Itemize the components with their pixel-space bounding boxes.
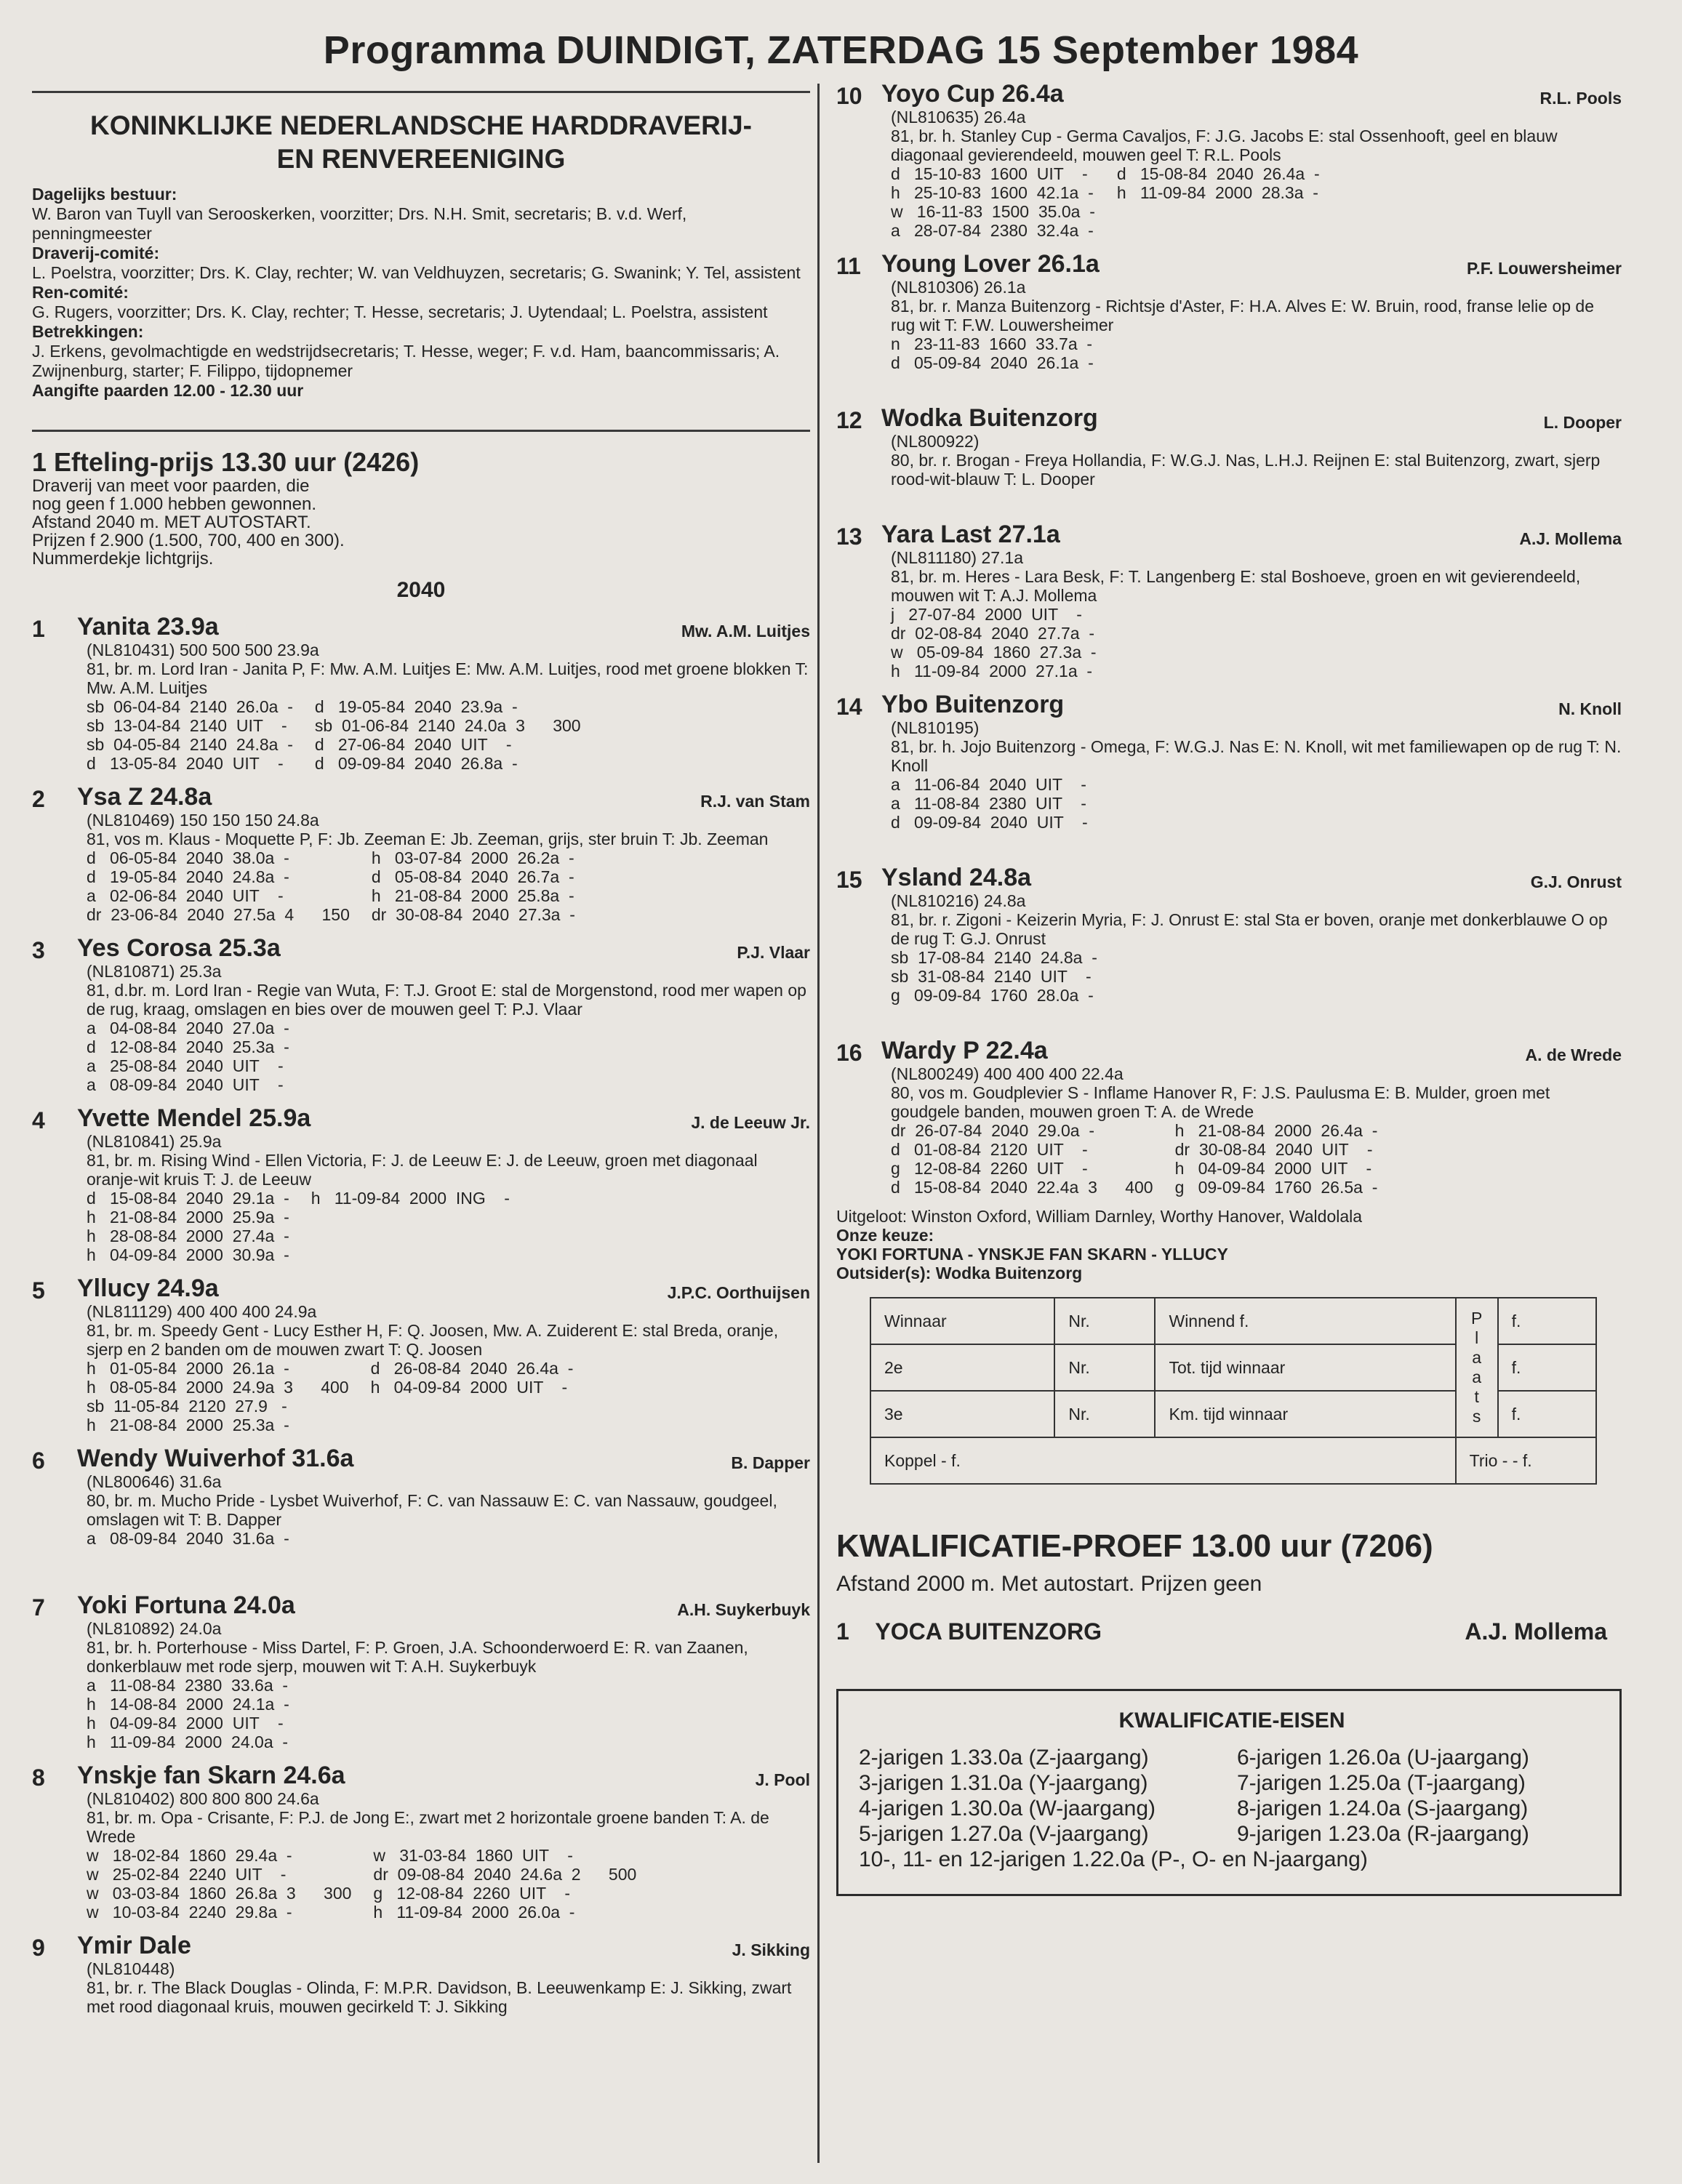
result-line: h 04-09-84 2000 UIT - bbox=[87, 1714, 284, 1733]
horse-description: 81, br. h. Stanley Cup - Germa Cavaljos, F: J.G. Jacobs E: stal Ossenhooft, geel en blauw diagonaal gevierendeeld, mouwen geel T: R.L. Pools bbox=[891, 127, 1558, 164]
race-condition-line: Prijzen f 2.900 (1.500, 700, 400 en 300). bbox=[32, 531, 345, 550]
result-line: sb 13-04-84 2140 UIT - bbox=[87, 716, 287, 735]
results-column bbox=[87, 1529, 289, 1548]
horse-registration: (NL810635) 26.4a bbox=[891, 108, 1026, 127]
result-line: w 25-02-84 2240 UIT - bbox=[87, 1865, 287, 1884]
kwalificatie-entry bbox=[836, 1618, 1622, 1645]
horse-driver: B. Dapper bbox=[731, 1453, 810, 1472]
result-line: sb 06-04-84 2140 26.0a - bbox=[87, 697, 293, 716]
column-divider bbox=[817, 84, 820, 2163]
horse-entry bbox=[836, 864, 1622, 1005]
race-heading: 1 Efteling-prijs 13.30 uur (2426) bbox=[32, 447, 420, 477]
result-line: w 18-02-84 1860 29.4a - bbox=[87, 1846, 292, 1865]
results-column bbox=[891, 334, 1094, 372]
section-text: W. Baron van Tuyll van Serooskerken, voorzitter; Drs. N.H. Smit, secretaris; B. v.d. Werf, penningmeester bbox=[32, 204, 687, 243]
horse-details bbox=[836, 718, 1622, 832]
eisen-last: 10-, 11- en 12-jarigen 1.22.0a (P-, O- en N-jaargang) bbox=[859, 1847, 1368, 1871]
horse-entry bbox=[32, 1104, 810, 1264]
horse-name: Wendy Wuiverhof 31.6a bbox=[77, 1445, 354, 1472]
horse-results bbox=[87, 848, 810, 924]
horse-details bbox=[836, 1064, 1622, 1197]
form-f1: f. bbox=[1498, 1298, 1596, 1344]
horse-driver: A. de Wrede bbox=[1525, 1045, 1622, 1064]
horse-list-left bbox=[32, 613, 810, 2016]
result-line: a 11-08-84 2380 33.6a - bbox=[87, 1676, 289, 1695]
result-line: g 12-08-84 2260 UIT - bbox=[373, 1884, 571, 1903]
horse-registration: (NL800249) 400 400 400 22.4a bbox=[891, 1064, 1124, 1083]
horse-name: Ysa Z 24.8a bbox=[77, 783, 212, 811]
horse-registration: (NL810841) 25.9a bbox=[87, 1132, 222, 1151]
horse-name: Yara Last 27.1a bbox=[881, 521, 1060, 548]
horse-registration: (NL800646) 31.6a bbox=[87, 1472, 222, 1491]
horse-details bbox=[32, 962, 810, 1094]
horse-details bbox=[836, 548, 1622, 681]
horse-details bbox=[32, 811, 810, 924]
result-line: d 15-08-84 2040 26.4a - bbox=[1116, 164, 1320, 183]
eisen-right: 9-jarigen 1.23.0a (R-jaargang) bbox=[1237, 1822, 1529, 1846]
horse-entry bbox=[836, 1037, 1622, 1197]
horse-number: 1 bbox=[32, 616, 45, 642]
horse-number: 15 bbox=[836, 867, 862, 893]
horse-description: 80, br. r. Brogan - Freya Hollandia, F: W.G.J. Nas, L.H.J. Reijnen E: stal Buitenzorg, zwart, sjerp rood-wit-blauw T: L. Dooper bbox=[891, 451, 1601, 489]
horse-number: 4 bbox=[32, 1107, 45, 1133]
horse-results bbox=[87, 1359, 810, 1434]
result-line: d 12-08-84 2040 25.3a - bbox=[87, 1037, 289, 1056]
horse-list-right bbox=[836, 80, 1622, 1197]
horse-details bbox=[32, 1959, 810, 2016]
result-line: dr 02-08-84 2040 27.7a - bbox=[891, 624, 1095, 643]
result-line: h 25-10-83 1600 42.1a - bbox=[891, 183, 1094, 202]
result-line: dr 09-08-84 2040 24.6a 2 500 bbox=[373, 1865, 637, 1884]
horse-driver: P.J. Vlaar bbox=[737, 943, 810, 962]
result-line: dr 30-08-84 2040 UIT - bbox=[1174, 1140, 1373, 1159]
result-line: a 25-08-84 2040 UIT - bbox=[87, 1056, 284, 1075]
eisen-left: 4-jarigen 1.30.0a (W-jaargang) bbox=[859, 1796, 1156, 1820]
horse-description: 81, br. r. Manza Buitenzorg - Richtsje d'Aster, F: H.A. Alves E: W. Bruin, rood, franse lelie op de rug wit T: F.W. Louwersheimer bbox=[891, 297, 1594, 334]
result-line: d 05-09-84 2040 26.1a - bbox=[891, 353, 1094, 372]
result-line: g 09-09-84 1760 28.0a - bbox=[891, 986, 1094, 1005]
result-line: w 10-03-84 2240 29.8a - bbox=[87, 1903, 292, 1922]
horse-number: 11 bbox=[836, 253, 861, 279]
horse-registration: (NL810216) 24.8a bbox=[891, 891, 1026, 910]
horse-description: 80, br. m. Mucho Pride - Lysbet Wuiverhof, F: C. van Nassauw E: C. van Nassauw, goudgeel, omslagen wit T: B. Dapper bbox=[87, 1491, 777, 1529]
horse-registration: (NL810431) 500 500 500 23.9a bbox=[87, 641, 319, 659]
horse-registration: (NL810448) bbox=[87, 1959, 175, 1978]
results-column bbox=[891, 1121, 1153, 1197]
result-line: dr 30-08-84 2040 27.3a - bbox=[371, 905, 575, 924]
horse-driver: R.J. van Stam bbox=[700, 792, 810, 811]
aangifte: Aangifte paarden 12.00 - 12.30 uur bbox=[32, 381, 304, 400]
section-rule bbox=[32, 430, 810, 432]
horse-driver: G.J. Onrust bbox=[1530, 872, 1622, 891]
horse-results bbox=[87, 1676, 810, 1751]
results-column bbox=[371, 1359, 574, 1434]
result-line: h 21-08-84 2000 25.9a - bbox=[87, 1208, 289, 1227]
horse-driver: J. Sikking bbox=[732, 1940, 810, 1959]
horse-number: 7 bbox=[32, 1594, 45, 1621]
horse-description: 81, br. h. Jojo Buitenzorg - Omega, F: W.G.J. Nas E: N. Knoll, wit met familiewapen op de rug T: N. Knoll bbox=[891, 737, 1622, 775]
section-heading: Betrekkingen: bbox=[32, 322, 144, 341]
horse-details bbox=[32, 1472, 810, 1548]
result-line: n 23-11-83 1660 33.7a - bbox=[891, 334, 1093, 353]
result-line: h 21-08-84 2000 26.4a - bbox=[1174, 1121, 1378, 1140]
result-line: d 09-09-84 2040 UIT - bbox=[891, 813, 1088, 832]
horse-entry bbox=[32, 1274, 810, 1434]
horse-results bbox=[891, 775, 1622, 832]
results-column bbox=[87, 1359, 349, 1434]
results-column bbox=[87, 848, 350, 924]
results-column bbox=[373, 1846, 636, 1922]
race-condition-line: Draverij van meet voor paarden, die bbox=[32, 476, 310, 496]
race-condition-line: nog geen f 1.000 hebben gewonnen. bbox=[32, 494, 317, 514]
horse-driver: R.L. Pools bbox=[1539, 89, 1622, 108]
horse-number: 9 bbox=[32, 1935, 45, 1961]
horse-entry bbox=[32, 1762, 810, 1922]
form-tot-tijd: Tot. tijd winnaar bbox=[1155, 1344, 1455, 1391]
section-heading: Ren-comité: bbox=[32, 283, 129, 302]
horse-entry bbox=[32, 613, 810, 773]
keuze: YOKI FORTUNA - YNSKJE FAN SKARN - YLLUCY bbox=[836, 1245, 1228, 1264]
results-column bbox=[891, 605, 1097, 681]
horse-description: 80, vos m. Goudplevier S - Inflame Hanover R, F: J.S. Paulusma E: B. Mulder, groen met goudgele banden, mouwen groen T: A. de Wrede bbox=[891, 1083, 1550, 1121]
horse-results bbox=[87, 1189, 810, 1264]
results-column bbox=[1175, 1121, 1378, 1197]
horse-description: 81, br. m. Opa - Crisante, F: P.J. de Jong E:, zwart met 2 horizontale groene banden T: A. de Wrede bbox=[87, 1808, 769, 1846]
form-f3: f. bbox=[1498, 1391, 1596, 1437]
form-nr2: Nr. bbox=[1054, 1344, 1155, 1391]
section-text: G. Rugers, voorzitter; Drs. K. Clay, rechter; T. Hesse, secretaris; J. Uytendaal; L. Poelstra, assistent bbox=[32, 302, 768, 321]
results-column bbox=[891, 164, 1095, 240]
results-column bbox=[87, 1019, 289, 1094]
horse-entry bbox=[836, 691, 1622, 832]
horse-name: Ynskje fan Skarn 24.6a bbox=[77, 1762, 345, 1789]
right-column bbox=[836, 80, 1622, 1896]
horse-results bbox=[87, 1019, 810, 1094]
horse-name: Yes Corosa 25.3a bbox=[77, 934, 281, 962]
result-line: g 09-09-84 1760 26.5a - bbox=[1174, 1178, 1378, 1197]
horse-name: Wodka Buitenzorg bbox=[881, 404, 1098, 432]
horse-number: 16 bbox=[836, 1040, 862, 1066]
horse-name: Wardy P 22.4a bbox=[881, 1037, 1048, 1064]
horse-entry bbox=[32, 934, 810, 1094]
horse-registration: (NL810469) 150 150 150 24.8a bbox=[87, 811, 319, 830]
horse-results bbox=[87, 697, 810, 773]
horse-entry bbox=[836, 250, 1622, 372]
eisen-left: 5-jarigen 1.27.0a (V-jaargang) bbox=[859, 1822, 1149, 1846]
horse-number: 10 bbox=[836, 83, 862, 109]
result-line: h 01-05-84 2000 26.1a - bbox=[87, 1359, 289, 1378]
horse-number: 8 bbox=[32, 1765, 45, 1791]
result-line: w 31-03-84 1860 UIT - bbox=[373, 1846, 573, 1865]
horse-driver: A.H. Suykerbuyk bbox=[677, 1600, 810, 1619]
horse-name: Yanita 23.9a bbox=[77, 613, 219, 641]
horse-driver: J.P.C. Oorthuijsen bbox=[667, 1283, 810, 1302]
horse-description: 81, br. m. Lord Iran - Janita P, F: Mw. A.M. Luitjes E: Mw. A.M. Luitjes, rood met groene blokken T: Mw. A.M. Luitjes bbox=[87, 659, 809, 697]
entry-num: 1 bbox=[836, 1618, 849, 1645]
results-column bbox=[1117, 164, 1320, 240]
picks bbox=[836, 1207, 1622, 1282]
horse-results bbox=[87, 1529, 810, 1548]
horse-number: 2 bbox=[32, 786, 45, 812]
result-line: h 03-07-84 2000 26.2a - bbox=[371, 848, 574, 867]
result-line: a 11-06-84 2040 UIT - bbox=[891, 775, 1086, 794]
association-sections bbox=[32, 185, 810, 381]
results-column bbox=[891, 775, 1088, 832]
horse-driver: Mw. A.M. Luitjes bbox=[681, 622, 810, 641]
horse-registration: (NL810402) 800 800 800 24.6a bbox=[87, 1789, 319, 1808]
form-derde: 3e bbox=[870, 1391, 1054, 1437]
result-line: a 08-09-84 2040 UIT - bbox=[87, 1075, 284, 1094]
result-line: d 27-06-84 2040 UIT - bbox=[314, 735, 512, 754]
results-column bbox=[87, 1846, 351, 1922]
result-line: d 13-05-84 2040 UIT - bbox=[87, 754, 284, 773]
result-form bbox=[870, 1297, 1597, 1485]
result-line: h 11-09-84 2000 26.0a - bbox=[373, 1903, 575, 1922]
horse-number: 12 bbox=[836, 407, 862, 433]
form-nr: Nr. bbox=[1054, 1298, 1155, 1344]
outsider: Outsider(s): Wodka Buitenzorg bbox=[836, 1264, 1083, 1282]
horse-driver: L. Dooper bbox=[1543, 413, 1622, 432]
horse-name: Yllucy 24.9a bbox=[77, 1274, 219, 1302]
eisen-left: 2-jarigen 1.33.0a (Z-jaargang) bbox=[859, 1746, 1149, 1770]
horse-description: 81, vos m. Klaus - Moquette P, F: Jb. Zeeman E: Jb. Zeeman, grijs, ster bruin T: Jb. Zeeman bbox=[87, 830, 769, 848]
horse-registration: (NL810195) bbox=[891, 718, 980, 737]
entry-driver: A.J. Mollema bbox=[1465, 1618, 1607, 1645]
result-line: h 21-08-84 2000 25.3a - bbox=[87, 1416, 289, 1434]
result-line: d 15-10-83 1600 UIT - bbox=[891, 164, 1088, 183]
form-winnaar: Winnaar bbox=[870, 1298, 1054, 1344]
horse-details bbox=[836, 278, 1622, 372]
results-column bbox=[372, 848, 575, 924]
result-line: w 16-11-83 1500 35.0a - bbox=[891, 202, 1095, 221]
horse-results bbox=[891, 334, 1622, 372]
eisen-right: 7-jarigen 1.25.0a (T-jaargang) bbox=[1237, 1771, 1526, 1795]
horse-entry bbox=[836, 521, 1622, 681]
results-column bbox=[311, 1189, 510, 1264]
result-line: a 08-09-84 2040 31.6a - bbox=[87, 1529, 289, 1548]
horse-registration: (NL800922) bbox=[891, 432, 980, 451]
result-line: h 28-08-84 2000 27.4a - bbox=[87, 1227, 289, 1245]
horse-registration: (NL810871) 25.3a bbox=[87, 962, 222, 981]
horse-description: 81, br. r. The Black Douglas - Olinda, F: M.P.R. Davidson, B. Leeuwenkamp E: J. Sikking, zwart met rood diagonaal kruis, mouwen gecirkeld T: J. Sikking bbox=[87, 1978, 792, 2016]
horse-number: 3 bbox=[32, 937, 45, 963]
horse-number: 6 bbox=[32, 1448, 45, 1474]
result-line: d 06-05-84 2040 38.0a - bbox=[87, 848, 289, 867]
horse-registration: (NL810306) 26.1a bbox=[891, 278, 1026, 297]
horse-details bbox=[836, 891, 1622, 1005]
result-line: j 27-07-84 2000 UIT - bbox=[891, 605, 1082, 624]
horse-entry bbox=[32, 1591, 810, 1751]
left-column bbox=[32, 91, 810, 2016]
form-trio: Trio - - f. bbox=[1456, 1437, 1596, 1484]
horse-driver: P.F. Louwersheimer bbox=[1466, 259, 1622, 278]
horse-driver: J. Pool bbox=[755, 1770, 810, 1789]
horse-number: 14 bbox=[836, 694, 862, 720]
race-conditions bbox=[32, 477, 439, 568]
form-nr3: Nr. bbox=[1054, 1391, 1155, 1437]
result-line: sb 11-05-84 2120 27.9 - bbox=[87, 1397, 287, 1416]
horse-name: Young Lover 26.1a bbox=[881, 250, 1100, 278]
horse-entry bbox=[836, 80, 1622, 240]
result-line: h 11-09-84 2000 ING - bbox=[311, 1189, 510, 1208]
result-line: w 03-03-84 1860 26.8a 3 300 bbox=[87, 1884, 352, 1903]
form-plaats: P l a a t s bbox=[1456, 1298, 1498, 1437]
horse-name: Yvette Mendel 25.9a bbox=[77, 1104, 311, 1132]
result-line: d 26-08-84 2040 26.4a - bbox=[370, 1359, 574, 1378]
keuze-label: Onze keuze: bbox=[836, 1226, 934, 1245]
result-line: g 12-08-84 2260 UIT - bbox=[891, 1159, 1088, 1178]
eisen-grid bbox=[859, 1745, 1605, 1847]
result-line: h 04-09-84 2000 UIT - bbox=[370, 1378, 568, 1397]
result-line: a 11-08-84 2380 UIT - bbox=[891, 794, 1086, 813]
eisen-right: 8-jarigen 1.24.0a (S-jaargang) bbox=[1237, 1796, 1529, 1820]
uitgeloot: Uitgeloot: Winston Oxford, William Darnley, Worthy Hanover, Waldolala bbox=[836, 1207, 1363, 1226]
race-distance: 2040 bbox=[396, 578, 446, 602]
result-line: h 11-09-84 2000 28.3a - bbox=[1116, 183, 1318, 202]
form-f2: f. bbox=[1498, 1344, 1596, 1391]
horse-results bbox=[891, 1121, 1622, 1197]
result-line: sb 01-06-84 2140 24.0a 3 300 bbox=[314, 716, 581, 735]
association-name-line1: KONINKLIJKE NEDERLANDSCHE HARDDRAVERIJ- bbox=[90, 111, 752, 140]
horse-results bbox=[891, 948, 1622, 1005]
result-line: h 11-09-84 2000 27.1a - bbox=[891, 662, 1093, 681]
result-line: a 02-06-84 2040 UIT - bbox=[87, 886, 284, 905]
result-line: sb 31-08-84 2140 UIT - bbox=[891, 967, 1092, 986]
results-column bbox=[87, 697, 293, 773]
horse-details bbox=[836, 432, 1622, 489]
horse-description: 81, br. m. Heres - Lara Besk, F: T. Langenberg E: stal Boshoeve, groen en wit gevierendeeld, mouwen wit T: A.J. Mollema bbox=[891, 567, 1581, 605]
form-winnend: Winnend f. bbox=[1155, 1298, 1455, 1344]
result-line: d 15-08-84 2040 22.4a 3 400 bbox=[891, 1178, 1153, 1197]
horse-registration: (NL811129) 400 400 400 24.9a bbox=[87, 1302, 317, 1321]
top-rule bbox=[32, 91, 810, 93]
horse-results bbox=[891, 164, 1622, 240]
horse-details bbox=[32, 1302, 810, 1434]
section-heading: Dagelijks bestuur: bbox=[32, 185, 177, 204]
form-koppel: Koppel - f. bbox=[870, 1437, 1456, 1484]
result-line: h 14-08-84 2000 24.1a - bbox=[87, 1695, 289, 1714]
result-line: sb 04-05-84 2140 24.8a - bbox=[87, 735, 293, 754]
result-line: d 01-08-84 2120 UIT - bbox=[891, 1140, 1088, 1159]
association-name-line2: EN RENVEREENIGING bbox=[276, 144, 566, 174]
result-line: dr 26-07-84 2040 29.0a - bbox=[891, 1121, 1095, 1140]
result-line: a 28-07-84 2380 32.4a - bbox=[891, 221, 1094, 240]
horse-details bbox=[32, 1132, 810, 1264]
horse-description: 81, br. h. Porterhouse - Miss Dartel, F: P. Groen, J.A. Schoonderwoerd E: R. van Zaanen, donkerblauw met rode sjerp, mouwen wit T: A.H. Suykerbuyk bbox=[87, 1638, 748, 1676]
form-km-tijd: Km. tijd winnaar bbox=[1155, 1391, 1455, 1437]
horse-details bbox=[836, 108, 1622, 240]
section-text: L. Poelstra, voorzitter; Drs. K. Clay, rechter; W. van Veldhuyzen, secretaris; G. Swanink; Y. Tel, assistent bbox=[32, 263, 801, 282]
eisen-left: 3-jarigen 1.31.0a (Y-jaargang) bbox=[859, 1771, 1148, 1795]
result-line: d 19-05-84 2040 23.9a - bbox=[314, 697, 518, 716]
result-line: w 05-09-84 1860 27.3a - bbox=[891, 643, 1097, 662]
form-tweede: 2e bbox=[870, 1344, 1054, 1391]
eisen-right: 6-jarigen 1.26.0a (U-jaargang) bbox=[1237, 1746, 1529, 1770]
results-column bbox=[87, 1189, 289, 1264]
results-column bbox=[87, 1676, 289, 1751]
page-title: Programma DUINDIGT, ZATERDAG 15 September 1984 bbox=[323, 28, 1359, 72]
horse-number: 13 bbox=[836, 523, 862, 550]
kwalificatie-text: Afstand 2000 m. Met autostart. Prijzen geen bbox=[836, 1572, 1262, 1596]
horse-name: Ysland 24.8a bbox=[881, 864, 1032, 891]
horse-registration: (NL810892) 24.0a bbox=[87, 1619, 222, 1638]
horse-description: 81, br. r. Zigoni - Keizerin Myria, F: J. Onrust E: stal Sta er boven, oranje met donkerblauwe O op de rug T: G.J. Onrust bbox=[891, 910, 1608, 948]
horse-name: Ybo Buitenzorg bbox=[881, 691, 1065, 718]
section-text: J. Erkens, gevolmachtigde en wedstrijdsecretaris; T. Hesse, weger; F. v.d. Ham, baancommissaris; A. Zwijnenburg, starter; F. Filippo, tijdopnemer bbox=[32, 342, 780, 380]
horse-details bbox=[32, 1619, 810, 1751]
race-condition-line: Nummerdekje lichtgrijs. bbox=[32, 549, 214, 569]
race-condition-line: Afstand 2040 m. MET AUTOSTART. bbox=[32, 513, 311, 532]
result-line: d 05-08-84 2040 26.7a - bbox=[371, 867, 574, 886]
horse-registration: (NL811180) 27.1a bbox=[891, 548, 1024, 567]
horse-entry bbox=[836, 404, 1622, 489]
result-line: h 21-08-84 2000 25.8a - bbox=[371, 886, 574, 905]
eisen-title: KWALIFICATIE-EISEN bbox=[1118, 1709, 1345, 1733]
horse-description: 81, br. m. Rising Wind - Ellen Victoria, F: J. de Leeuw E: J. de Leeuw, groen met diagonaal oranje-wit kruis T: J. de Leeuw bbox=[87, 1151, 758, 1189]
kwalificatie-title: KWALIFICATIE-PROEF 13.00 uur (7206) bbox=[836, 1528, 1433, 1564]
result-line: d 19-05-84 2040 24.8a - bbox=[87, 867, 289, 886]
result-line: h 04-09-84 2000 UIT - bbox=[1174, 1159, 1372, 1178]
horse-driver: J. de Leeuw Jr. bbox=[691, 1113, 810, 1132]
entry-name: YOCA BUITENZORG bbox=[875, 1618, 1102, 1645]
results-column bbox=[891, 948, 1097, 1005]
result-line: h 04-09-84 2000 30.9a - bbox=[87, 1245, 289, 1264]
horse-entry bbox=[32, 1445, 810, 1548]
horse-entry bbox=[32, 783, 810, 924]
horse-details bbox=[32, 641, 810, 773]
horse-description: 81, d.br. m. Lord Iran - Regie van Wuta, F: T.J. Groot E: stal de Morgenstond, rood mer wapen op de rug, kraag, omslagen en bies over de mouwen geel T: P.J. Vlaar bbox=[87, 981, 806, 1019]
section-heading: Draverij-comité: bbox=[32, 244, 160, 262]
horse-entry bbox=[32, 1932, 810, 2016]
horse-results bbox=[87, 1846, 810, 1922]
kwalificatie-eisen-box bbox=[836, 1689, 1622, 1896]
result-line: h 08-05-84 2000 24.9a 3 400 bbox=[87, 1378, 349, 1397]
horse-description: 81, br. m. Speedy Gent - Lucy Esther H, F: Q. Joosen, Mw. A. Zuiderent E: stal Breda, oranje, sjerp en 2 banden om de mouwen zwart T: Q. Joosen bbox=[87, 1321, 779, 1359]
result-line: h 11-09-84 2000 24.0a - bbox=[87, 1733, 289, 1751]
result-line: dr 23-06-84 2040 27.5a 4 150 bbox=[87, 905, 350, 924]
horse-name: Yoyo Cup 26.4a bbox=[881, 80, 1064, 108]
result-line: a 04-08-84 2040 27.0a - bbox=[87, 1019, 289, 1037]
results-column bbox=[315, 697, 581, 773]
horse-name: Yoki Fortuna 24.0a bbox=[77, 1591, 295, 1619]
association-name bbox=[32, 109, 810, 176]
horse-driver: N. Knoll bbox=[1558, 699, 1622, 718]
horse-results bbox=[891, 605, 1622, 681]
horse-name: Ymir Dale bbox=[77, 1932, 191, 1959]
result-line: sb 17-08-84 2140 24.8a - bbox=[891, 948, 1097, 967]
horse-driver: A.J. Mollema bbox=[1519, 529, 1622, 548]
horse-number: 5 bbox=[32, 1277, 45, 1304]
horse-details bbox=[32, 1789, 810, 1922]
result-line: d 15-08-84 2040 29.1a - bbox=[87, 1189, 289, 1208]
result-line: d 09-09-84 2040 26.8a - bbox=[314, 754, 518, 773]
